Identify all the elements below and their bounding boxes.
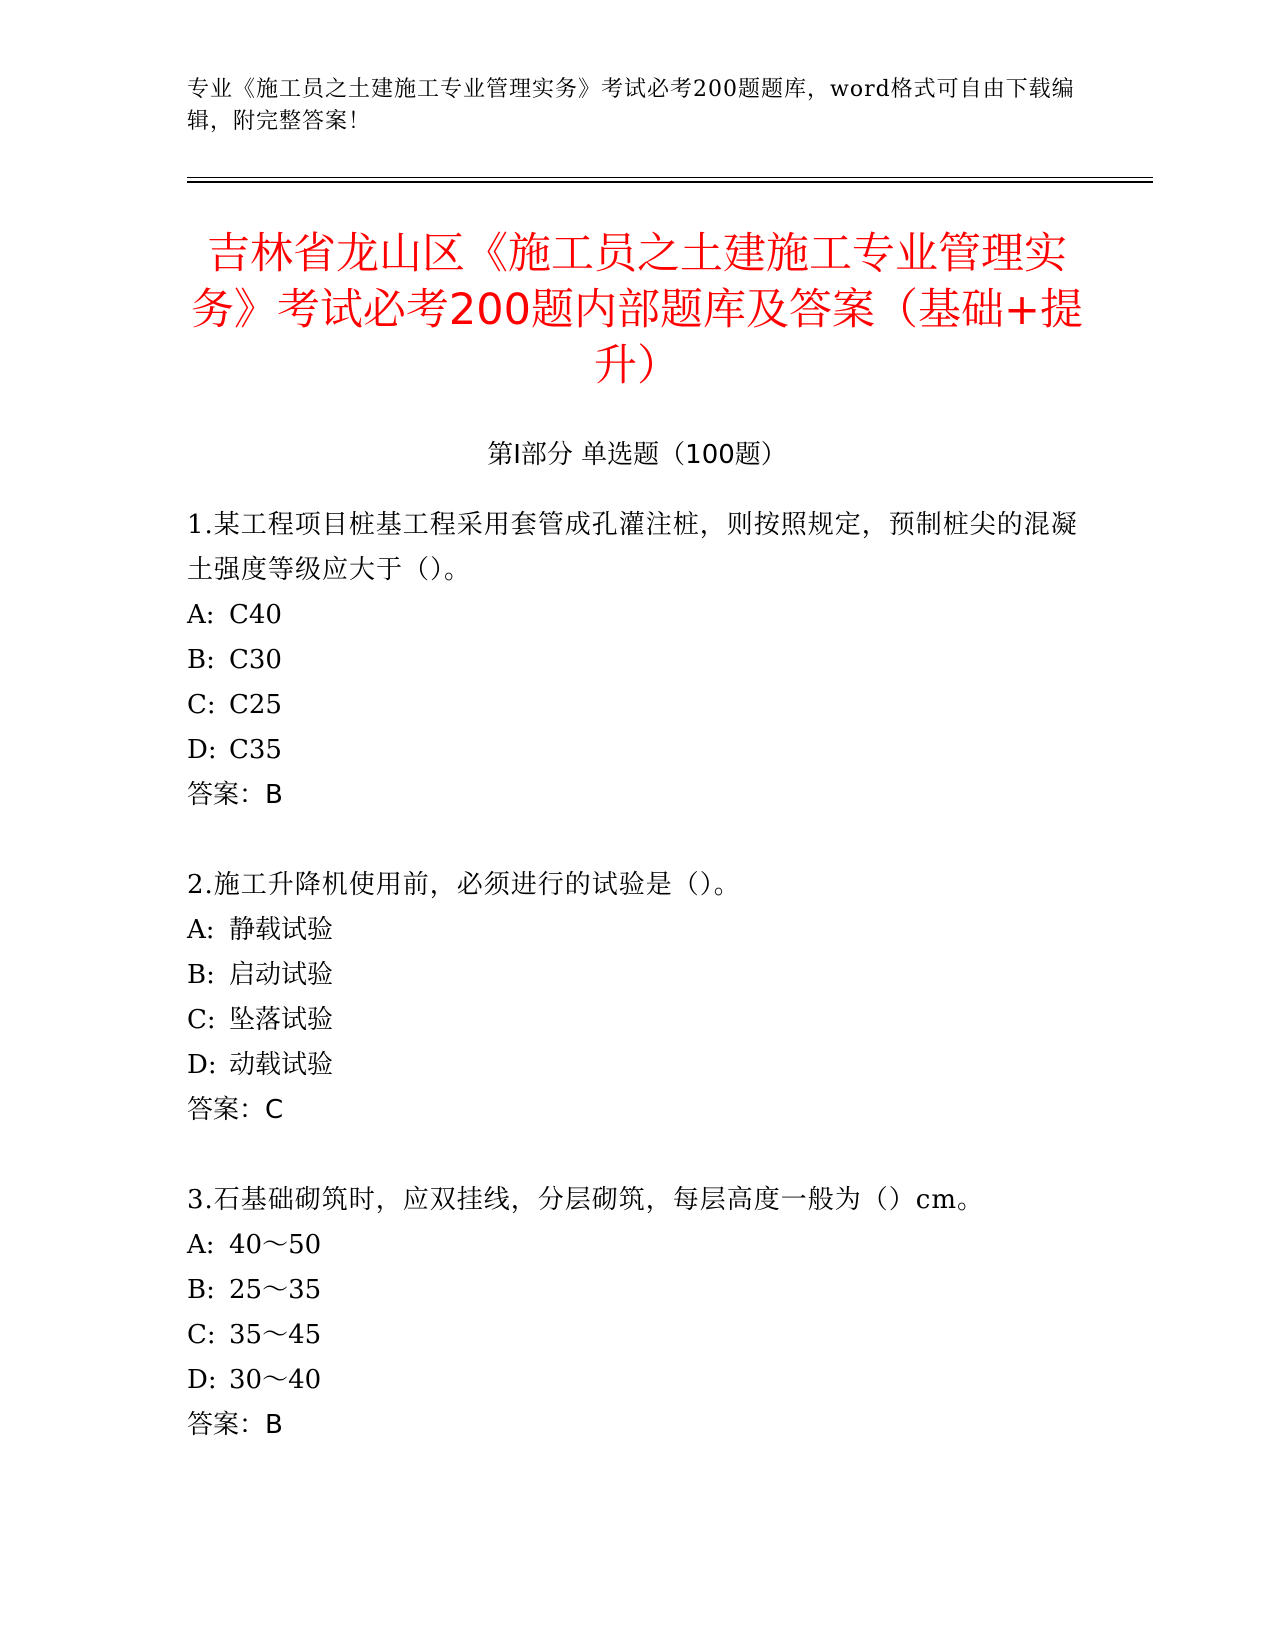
header-note: 专业《施工员之土建施工专业管理实务》考试必考200题题库，word格式可自由下载编辑，附完整答案！ (187, 77, 1075, 134)
question-3 (187, 1178, 1087, 1448)
option-letter: A: (187, 1230, 215, 1260)
question-option-a (187, 908, 1087, 953)
question-option-c (187, 998, 1087, 1043)
question-option-c (187, 1313, 1087, 1358)
question-option-a (187, 593, 1087, 638)
option-letter: A: (187, 600, 215, 630)
option-letter: D: (187, 1050, 217, 1080)
option-letter: B: (187, 1275, 215, 1305)
question-stem: 2.施工升降机使用前，必须进行的试验是（）。 (187, 870, 741, 900)
question-answer: 答案：C (187, 1095, 284, 1125)
option-letter: B: (187, 645, 215, 675)
option-text: C40 (229, 600, 282, 630)
option-text: 30～40 (229, 1365, 322, 1395)
option-text: C35 (229, 735, 282, 765)
question-option-b (187, 953, 1087, 998)
option-text: 25～35 (229, 1275, 322, 1305)
option-letter: D: (187, 735, 217, 765)
question-2 (187, 863, 1087, 1133)
question-1 (187, 503, 1087, 818)
option-text: 静载试验 (229, 915, 334, 945)
question-option-d (187, 1358, 1087, 1403)
document-title: 吉林省龙山区《施工员之土建施工专业管理实务》考试必考200题内部题库及答案（基础+提升） (190, 229, 1084, 391)
option-text: C30 (229, 645, 282, 675)
question-option-a (187, 1223, 1087, 1268)
option-letter: D: (187, 1365, 217, 1395)
option-text: 40～50 (229, 1230, 322, 1260)
option-text: 动载试验 (229, 1050, 334, 1080)
option-letter: A: (187, 915, 215, 945)
question-option-c (187, 683, 1087, 728)
question-stem: 3.石基础砌筑时，应双挂线，分层砌筑，每层高度一般为（）cm。 (187, 1185, 985, 1215)
question-answer: 答案：B (187, 780, 283, 810)
option-text: 坠落试验 (229, 1005, 334, 1035)
header-divider-thick (187, 181, 1153, 183)
option-text: 35～45 (229, 1320, 322, 1350)
question-option-b (187, 1268, 1087, 1313)
question-option-d (187, 728, 1087, 773)
option-letter: C: (187, 690, 216, 720)
option-letter: B: (187, 960, 215, 990)
question-answer: 答案：B (187, 1410, 283, 1440)
option-letter: C: (187, 1320, 216, 1350)
option-text: 启动试验 (229, 960, 334, 990)
question-option-d (187, 1043, 1087, 1088)
option-text: C25 (229, 690, 282, 720)
question-option-b (187, 638, 1087, 683)
section-title: 第Ⅰ部分 单选题（100题） (487, 440, 787, 470)
header-divider-thin (187, 177, 1153, 178)
option-letter: C: (187, 1005, 216, 1035)
question-stem: 1.某工程项目桩基工程采用套管成孔灌注桩，则按照规定，预制桩尖的混凝土强度等级应大于（）。 (187, 510, 1078, 585)
